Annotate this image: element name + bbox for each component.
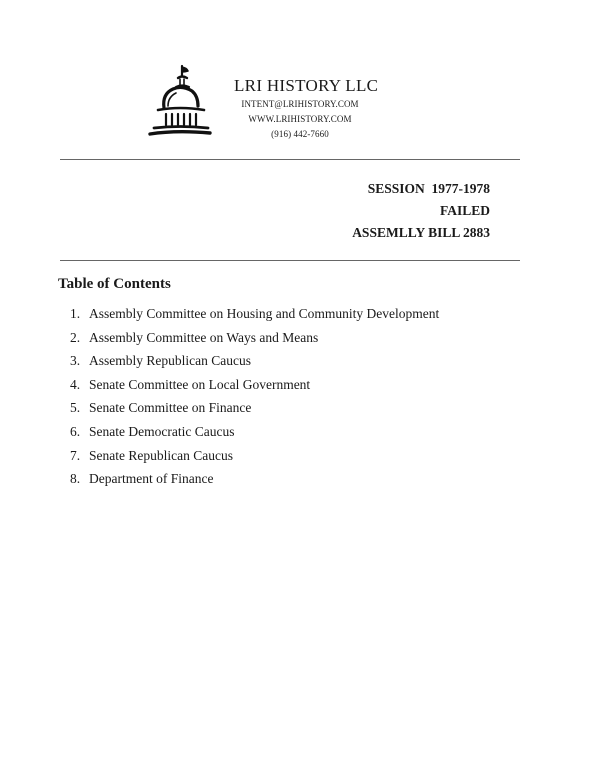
toc-item-label: Assembly Committee on Ways and Means xyxy=(89,329,319,345)
toc-item xyxy=(70,400,439,424)
bill-status: FAILED xyxy=(439,203,490,218)
toc-item-number: 2. xyxy=(70,329,81,345)
toc-item-number: 8. xyxy=(70,471,81,487)
toc-list xyxy=(70,306,439,495)
toc-item-label: Senate Republican Caucus xyxy=(89,447,233,463)
toc-item xyxy=(70,448,439,472)
bill-number: ASSEMLLY BILL 2883 xyxy=(352,225,490,240)
toc-item-number: 6. xyxy=(70,423,81,439)
toc-item-number: 3. xyxy=(70,353,81,369)
toc-item-label: Department of Finance xyxy=(89,471,214,487)
toc-item-number: 5. xyxy=(70,400,81,416)
toc-item-number: 7. xyxy=(70,447,81,463)
toc-item xyxy=(70,424,439,448)
toc-item-label: Senate Committee on Local Government xyxy=(89,376,311,392)
toc-item-label: Senate Democratic Caucus xyxy=(89,423,235,439)
toc-item xyxy=(70,377,439,401)
middle-divider xyxy=(60,260,520,261)
toc-item xyxy=(70,306,439,330)
toc-item xyxy=(70,353,439,377)
company-phone: (916) 442-7660 xyxy=(271,129,329,139)
company-website: WWW.LRIHISTORY.COM xyxy=(248,114,352,124)
toc-item-label: Senate Committee on Finance xyxy=(89,400,252,416)
capitol-dome-icon xyxy=(146,64,212,138)
toc-item-number: 4. xyxy=(70,376,81,392)
toc-item-label: Assembly Republican Caucus xyxy=(89,353,251,369)
toc-item xyxy=(70,330,439,354)
toc-title: Table of Contents xyxy=(58,276,171,292)
toc-item xyxy=(70,471,439,495)
toc-item-number: 1. xyxy=(70,306,81,321)
session-label: SESSION 1977-1978 xyxy=(367,181,490,196)
company-name: LRI HISTORY LLC xyxy=(234,76,379,95)
company-email: INTENT@LRIHISTORY.COM xyxy=(241,99,359,109)
top-divider xyxy=(60,159,520,160)
toc-item-label: Assembly Committee on Housing and Community Development xyxy=(89,306,440,321)
